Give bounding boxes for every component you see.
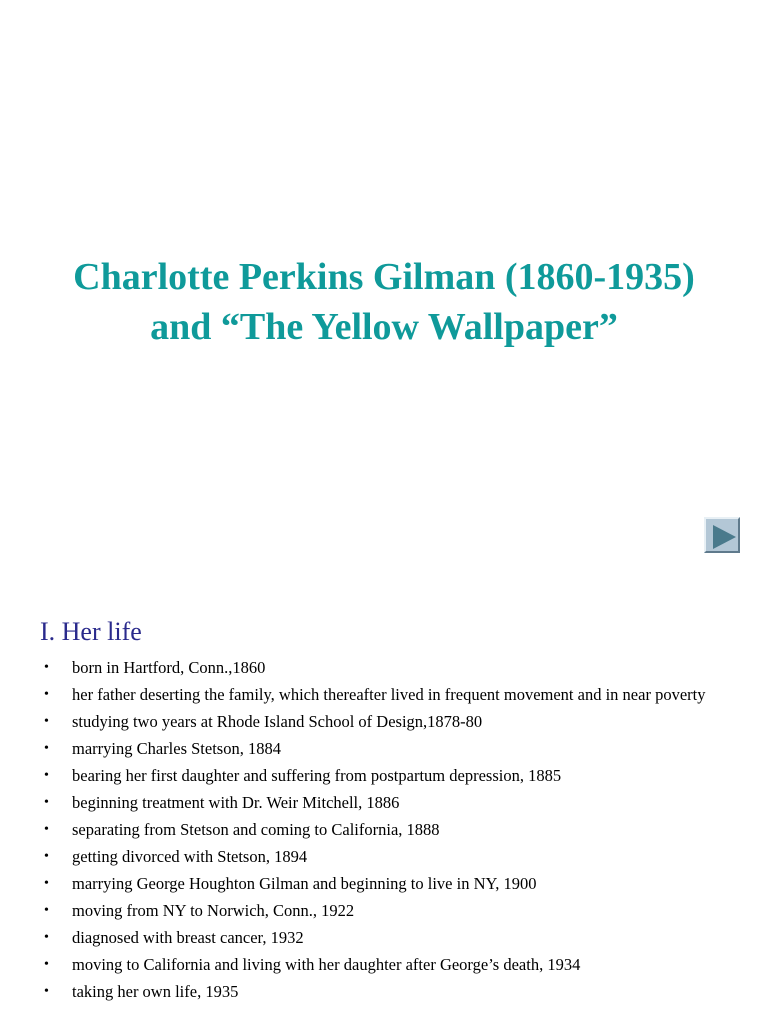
bullet-marker: •	[44, 714, 49, 729]
bullet-marker: •	[44, 795, 49, 810]
title-line-1: Charlotte Perkins Gilman (1860-1935)	[73, 256, 695, 298]
bullet-marker: •	[44, 984, 49, 999]
bullet-list	[44, 656, 724, 1007]
list-item	[44, 818, 724, 841]
bullet-marker: •	[44, 876, 49, 891]
play-triangle-icon	[710, 523, 738, 551]
list-item	[44, 737, 724, 760]
bullet-marker: •	[44, 822, 49, 837]
bullet-text: separating from Stetson and coming to California, 1888	[72, 820, 440, 839]
list-item	[44, 791, 724, 814]
bullet-text: studying two years at Rhode Island School of Design,1878-80	[72, 712, 483, 731]
bullet-marker: •	[44, 849, 49, 864]
bullet-marker: •	[44, 957, 49, 972]
bullet-text: marrying Charles Stetson, 1884	[72, 739, 281, 758]
bullet-text: diagnosed with breast cancer, 1932	[72, 928, 304, 947]
bullet-text: born in Hartford, Conn.,1860	[72, 658, 266, 677]
list-item	[44, 764, 724, 787]
bullet-text: taking her own life, 1935	[72, 982, 239, 1001]
bullet-marker: •	[44, 930, 49, 945]
next-slide-button[interactable]	[704, 517, 740, 553]
list-item	[44, 926, 724, 949]
bullet-text: moving to California and living with her daughter after George’s death, 1934	[72, 955, 581, 974]
list-item	[44, 710, 724, 733]
content-slide	[0, 576, 768, 1024]
bullet-marker: •	[44, 687, 49, 702]
bullet-marker: •	[44, 903, 49, 918]
list-item	[44, 899, 724, 922]
list-item	[44, 656, 724, 679]
bullet-marker: •	[44, 741, 49, 756]
bullet-text: getting divorced with Stetson, 1894	[72, 847, 308, 866]
list-item	[44, 953, 724, 976]
bullet-text: marrying George Houghton Gilman and beginning to live in NY, 1900	[72, 874, 537, 893]
list-item	[44, 980, 724, 1003]
title-line-2: and “The Yellow Wallpaper”	[150, 306, 618, 348]
list-item	[44, 683, 724, 706]
list-item	[44, 845, 724, 868]
bullet-text: bearing her first daughter and suffering from postpartum depression, 1885	[72, 766, 562, 785]
list-item	[44, 872, 724, 895]
slide-title	[0, 252, 768, 352]
bullet-marker: •	[44, 660, 49, 675]
bullet-text: moving from NY to Norwich, Conn., 1922	[72, 901, 355, 920]
section-heading: I. Her life	[40, 617, 142, 646]
bullet-text: beginning treatment with Dr. Weir Mitchell, 1886	[72, 793, 400, 812]
bullet-marker: •	[44, 768, 49, 783]
bullet-text: her father deserting the family, which thereafter lived in frequent movement and in near poverty	[72, 685, 706, 704]
